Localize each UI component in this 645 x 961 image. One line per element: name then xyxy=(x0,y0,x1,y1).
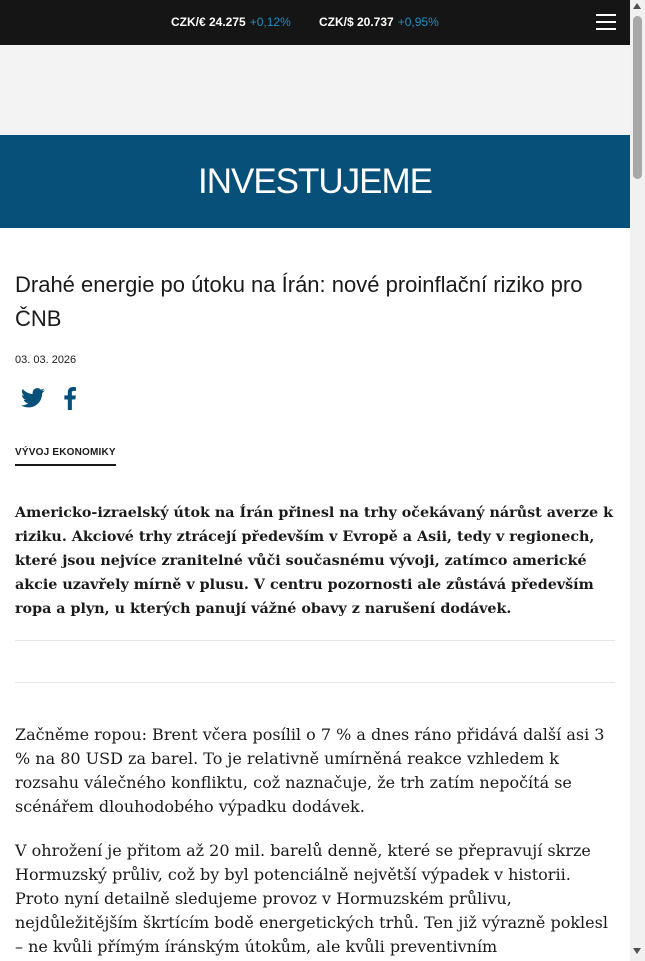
usd-rate xyxy=(319,15,439,29)
eur-rate-label: CZK/€ 24.275 xyxy=(171,15,246,29)
article-perex: Americko-izraelský útok na Írán přinesl na trhy očekávaný nárůst averze k riziku. Akciové trhy ztrácejí především v Evropě a Asii, tedy v regionech, které jsou nejvíce zranitelné vůči současnému vývoji, zatímco americké akcie uzavřely mírně v plusu. V centru pozornosti ale zůstává především ropa a plyn, u kterých panují vážné obavy z narušení dodávek. xyxy=(15,505,614,617)
article-date: 03. 03. 2026 xyxy=(15,354,77,366)
ad-placeholder xyxy=(0,45,630,135)
usd-rate-change: +0,95% xyxy=(397,15,439,29)
eur-rate xyxy=(171,15,291,29)
twitter-icon[interactable] xyxy=(21,387,45,409)
usd-rate-label: CZK/$ 20.737 xyxy=(319,15,394,29)
divider xyxy=(15,682,615,683)
brand-banner xyxy=(0,135,630,228)
article-title: Drahé energie po útoku na Írán: nové proinflační riziko pro ČNB xyxy=(15,272,583,331)
scrollbar-thumb[interactable] xyxy=(633,16,642,179)
top-bar xyxy=(0,0,630,45)
article-paragraph: V ohrožení je přitom až 20 mil. barelů denně, které se přepravují skrze Hormuzský průliv, což by byl potenciálně největší výpadek v historii. Proto nyní detailně sledujeme provoz v Hormuzském průlivu, nejdůležitějším škrtícím bodě energetických trhů. Ten již výrazně poklesl – ne kvůli přímým íránským útokům, ale kvůli preventivním xyxy=(15,841,608,956)
category-link[interactable]: VÝVOJ EKONOMIKY xyxy=(15,447,116,466)
facebook-icon[interactable] xyxy=(63,387,77,410)
divider xyxy=(15,640,615,641)
hamburger-menu-icon[interactable] xyxy=(596,13,616,31)
scroll-down-arrow-icon[interactable] xyxy=(633,948,641,954)
scroll-up-arrow-icon[interactable] xyxy=(633,3,641,9)
site-logo[interactable]: INVESTUJEME xyxy=(197,162,433,201)
eur-rate-change: +0,12% xyxy=(249,15,291,29)
article-paragraph: Začněme ropou: Brent včera posílil o 7 % a dnes ráno přidává další asi 3 % na 80 USD za barel. To je relativně umírněná reakce vzhledem k rozsahu válečného konfliktu, což naznačuje, že trh zatím nepočítá se scénářem dlouhodobého výpadku dodávek. xyxy=(15,725,605,816)
